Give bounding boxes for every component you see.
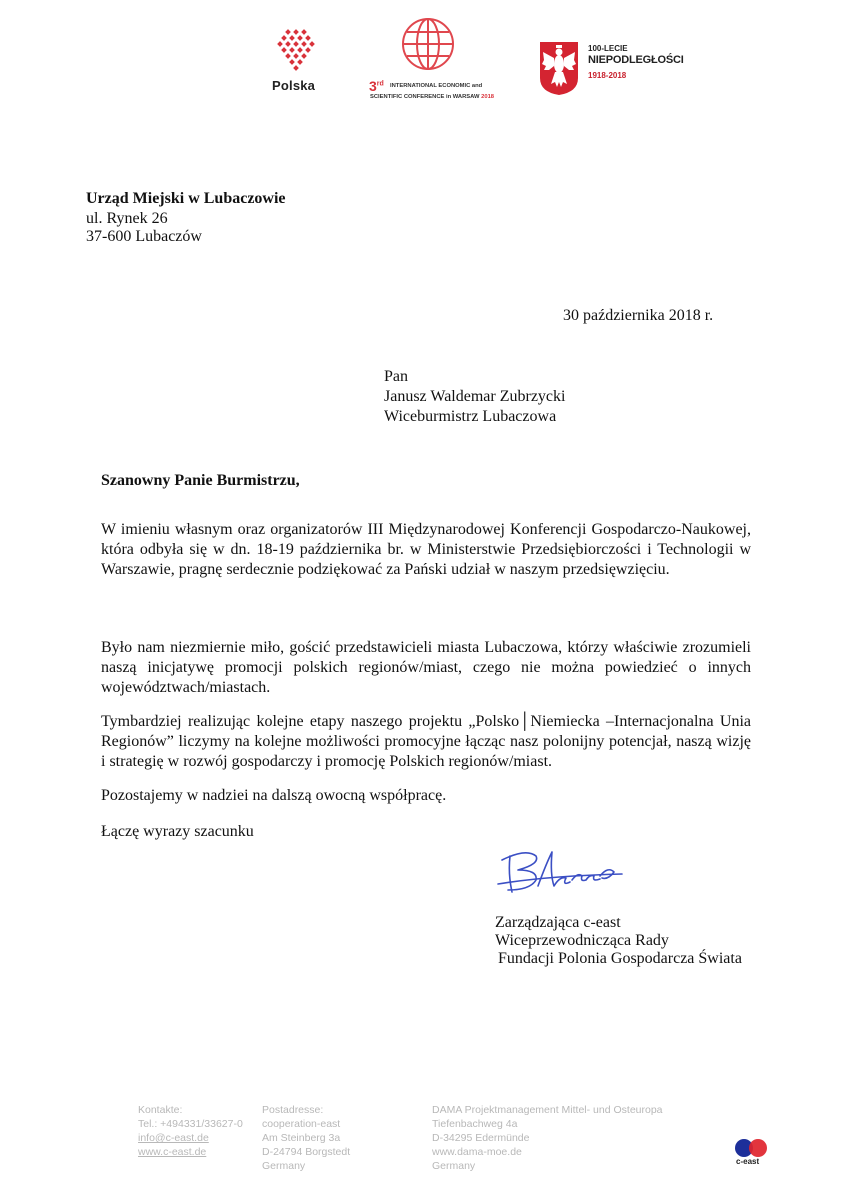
globe-icon [400, 16, 456, 72]
signature-image [496, 846, 626, 902]
signatory-line-1: Zarządzająca c-east [495, 914, 621, 931]
paragraph-project: Tymbardziej realizując kolejne etapy naszego projektu „Polsko│Niemiecka –Internacjonalna Unia Regionów” liczymy na kolejne możliwości promocyjne łącząc nasz polonijny potencjał, naszą wizję i strategię w rozwój gospodarczy i promocję Polskich regionów/miast. [101, 713, 751, 770]
footer-postal-label: Postadresse: [262, 1104, 324, 1116]
recipient-salutation: Pan [384, 368, 408, 385]
footer-postal-street: Am Steinberg 3a [262, 1132, 341, 1144]
recipient-title: Wiceburmistrz Lubaczowa [384, 408, 557, 425]
anniversary-line-2: NIEPODLEGŁOŚCI [588, 54, 684, 66]
c-east-logo [732, 1138, 772, 1172]
footer-postal [262, 1103, 350, 1173]
c-east-circles-icon [732, 1138, 772, 1158]
footer-dama-website: www.dama-moe.de [432, 1146, 522, 1158]
letter-date: 30 października 2018 r. [563, 307, 714, 324]
polska-logo-text: Polska [272, 78, 316, 93]
signatory-line-2: Wiceprzewodnicząca Rady [495, 932, 669, 949]
anniversary-line-1: 100-LECIE [588, 44, 628, 53]
conference-number: 3rd [369, 78, 384, 94]
footer-dama-name: DAMA Projektmanagement Mittel- und Osteuropa [432, 1104, 663, 1116]
paragraph-lubaczow: Było nam niezmiernie miło, gościć przedstawicieli miasta Lubaczowa, którzy właściwie zrozumieli naszą inicjatywę promocji polskich regionów/miast, czego nie można powiedzieć o innych województwach/miastach. [101, 639, 751, 696]
recipient-name: Janusz Waldemar Zubrzycki [384, 388, 566, 405]
sender-name: Urząd Miejski w Lubaczowie [86, 190, 286, 207]
polska-logo [268, 24, 330, 96]
footer-postal-country: Germany [262, 1160, 306, 1172]
footer-postal-company: cooperation-east [262, 1118, 341, 1130]
paragraph-closing: Łączę wyrazy szacunku [101, 823, 254, 840]
footer-contact-label: Kontakte: [138, 1104, 183, 1116]
footer-phone: Tel.: +494331/33627-0 [138, 1118, 243, 1130]
eagle-emblem-icon [538, 40, 580, 96]
footer-dama-street: Tiefenbachweg 4a [432, 1118, 518, 1130]
footer-dama-city: D-34295 Edermünde [432, 1132, 530, 1144]
footer-dama-country: Germany [432, 1160, 476, 1172]
conference-line-1: INTERNATIONAL ECONOMIC and [390, 83, 483, 89]
letter-greeting: Szanowny Panie Burmistrzu, [101, 472, 300, 489]
sender-street: ul. Rynek 26 [86, 210, 168, 227]
paragraph-thanks: W imieniu własnym oraz organizatorów III Międzynarodowej Konferencji Gospodarczo-Naukowej, która odbyła się w dn. 18-19 października br. w Ministerstwie Przedsiębiorczości i Technologii w Warszawie, pragnę serdecznie podziękować za Pański udział w naszym przedsięwzięciu. [101, 521, 751, 578]
paragraph-cooperation: Pozostajemy w nadziei na dalszą owocną współpracę. [101, 787, 447, 804]
footer-email-link[interactable]: info@c-east.de [138, 1132, 209, 1144]
polska-pattern-icon [268, 24, 330, 80]
anniversary-logo [538, 40, 684, 98]
footer-postal-city: D-24794 Borgstedt [262, 1146, 351, 1158]
conference-line-2: SCIENTIFIC CONFERENCE in WARSAW 2018 [370, 94, 495, 100]
footer-contact [138, 1103, 243, 1159]
footer-website-link[interactable]: www.c-east.de [138, 1146, 207, 1158]
c-east-logo-text: c-east [736, 1157, 760, 1166]
signatory-line-3: Fundacji Polonia Gospodarcza Świata [498, 950, 742, 967]
conference-logo [364, 16, 494, 106]
footer-dama [432, 1103, 663, 1173]
sender-city: 37-600 Lubaczów [86, 228, 202, 245]
anniversary-line-3: 1918-2018 [588, 71, 627, 80]
